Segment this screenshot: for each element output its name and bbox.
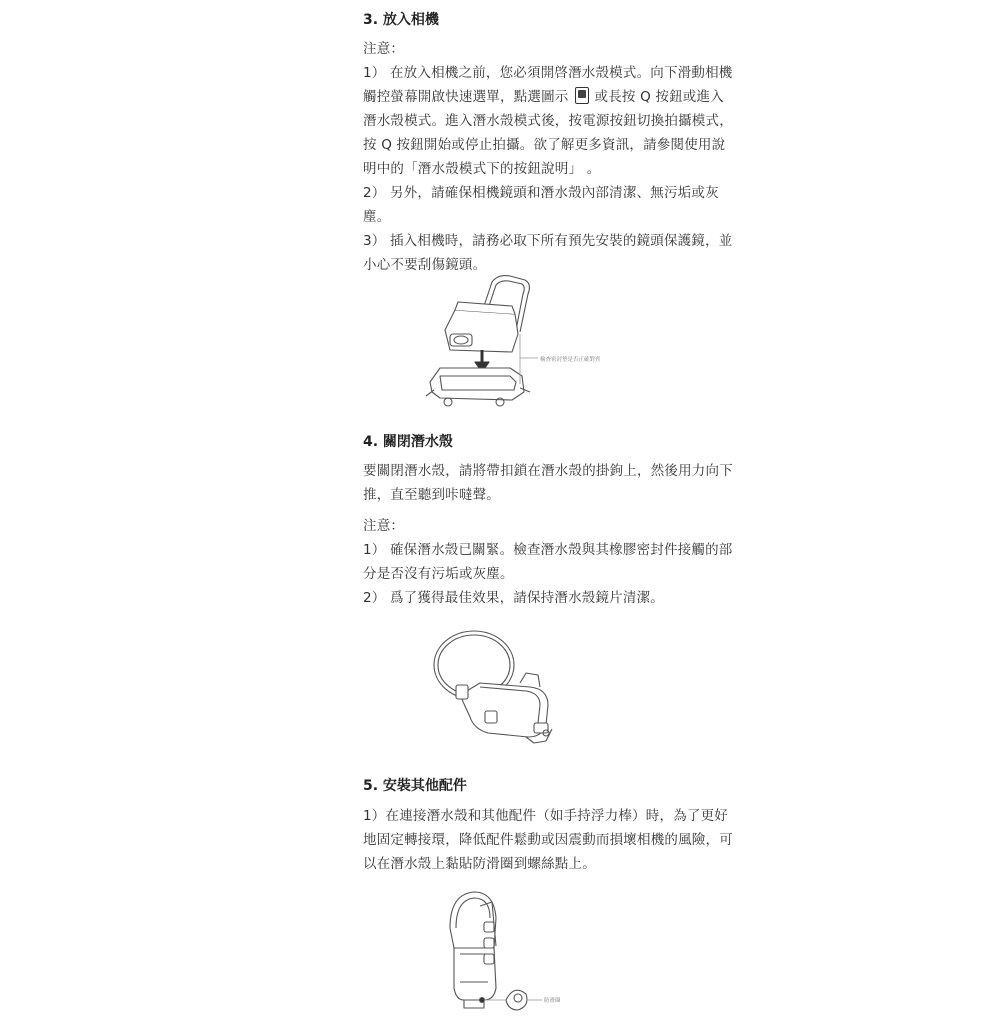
closed-case-figure: [430, 625, 565, 750]
section-5-line-2: 地固定轉接環，降低配件鬆動或因震動而損壞相機的風險，可: [363, 832, 733, 848]
section-5-line-1: 1）在連接潛水殼和其他配件（如手持浮力棒）時，為了更好: [363, 808, 728, 824]
section-3-line-1: 1） 在放入相機之前，您必須開啓潛水殼模式。向下滑動相機: [363, 65, 733, 81]
section-3-line-2: [363, 85, 724, 109]
insert-camera-figure: [420, 272, 620, 422]
section-4-note-line-3: 2） 爲了獲得最佳效果，請保持潛水殼鏡片清潔。: [363, 590, 664, 606]
section-3-line-4: 按 Q 按鈕開始或停止拍攝。欲了解更多資訊，請參閱使用說: [363, 137, 726, 153]
section-3-line-3: 潛水殼模式。進入潛水殼模式後，按電源按鈕切換拍攝模式，: [363, 113, 733, 129]
section-3-line-7: 塵。: [363, 209, 391, 225]
section-5-heading: 5. 安裝其他配件: [363, 778, 467, 794]
insert-figure-callout: 檢查密封墊是否正確對齊: [540, 357, 601, 363]
callout-line: [520, 334, 538, 384]
section-4-intro-line-2: 推，直至聽到咔噠聲。: [363, 487, 500, 503]
case-base: [430, 368, 524, 400]
section-4-note-line-2: 分是否沒有污垢或灰塵。: [363, 566, 514, 582]
section-3-heading: 3. 放入相機: [363, 12, 439, 28]
section-3-line-9: 小心不要刮傷鏡頭。: [363, 257, 487, 273]
section-3-note-label: 注意：: [363, 41, 405, 57]
section-3-line-6: 2） 另外，請確保相機鏡頭和潛水殼內部清潔、無污垢或灰: [363, 185, 719, 201]
anti-slip-ring: [506, 990, 527, 1010]
anti-slip-ring-figure: [440, 888, 580, 1018]
section-3-line-8: 3） 插入相機時，請務必取下所有預先安裝的鏡頭保護鏡，並: [363, 233, 733, 249]
section-3-line-5: 明中的「潛水殼模式下的按鈕說明」 。: [363, 161, 601, 177]
dive-mode-icon: [575, 87, 589, 104]
section-5-line-3: 以在潛水殼上黏貼防滑圈到螺絲點上。: [363, 856, 596, 872]
section-4-heading: 4. 關閉潛水殼: [363, 434, 453, 450]
section-4-intro-line-1: 要關閉潛水殼，請將帶扣鎖在潛水殼的掛鉤上，然後用力向下: [363, 463, 733, 479]
ring-figure-callout: 防滑圈: [544, 998, 561, 1004]
section-4-note-line-1: 1） 確保潛水殼已關緊。檢查潛水殼與其橡膠密封件接觸的部: [363, 542, 733, 558]
section-3-line-2-text: 觸控螢幕開啟快速選單，點選圖示: [363, 89, 569, 105]
section-3-line-2-text-b: 或長按 Q 按鈕或進入: [594, 89, 724, 105]
case-buckle: [456, 685, 468, 699]
section-4-note-label: 注意：: [363, 518, 405, 534]
